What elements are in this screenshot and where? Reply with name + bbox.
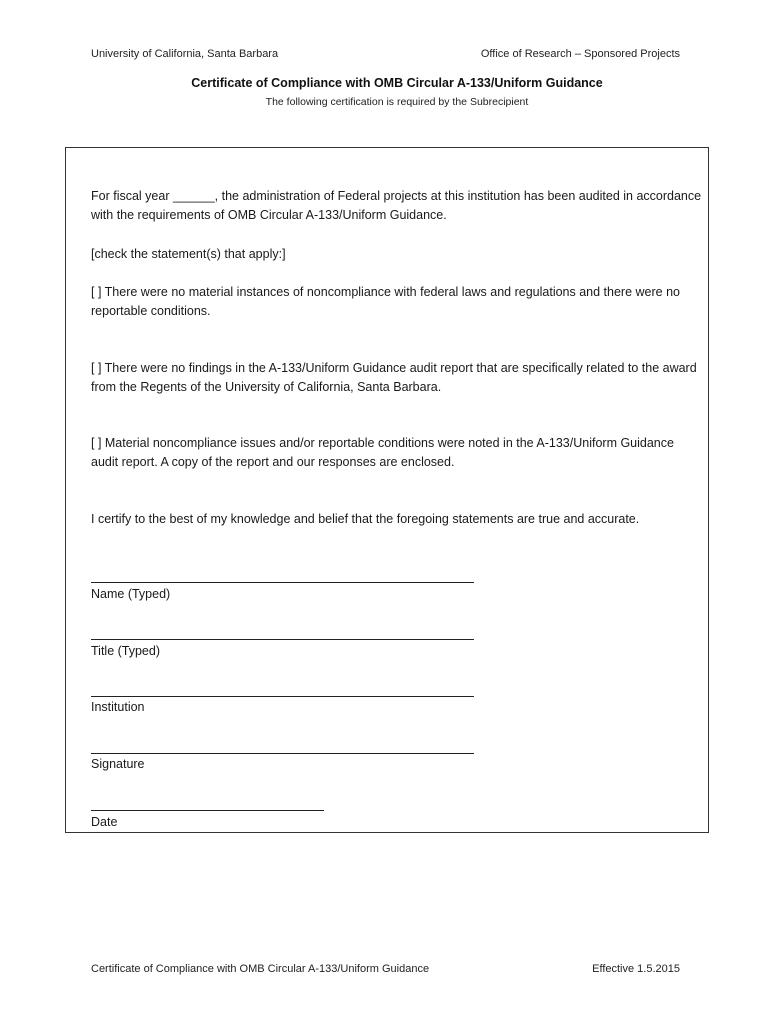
page-subtitle: The following certification is required by the Subrecipient [265,96,529,108]
title-label: Title (Typed) [91,644,161,658]
certification-box [65,147,709,833]
signature-label: Signature [91,757,145,771]
page-title: Certificate of Compliance with OMB Circular A-133/Uniform Guidance [191,76,603,90]
certify-paragraph: I certify to the best of my knowledge and belief that the foregoing statements are true and accurate. [91,512,640,526]
option-no-findings[interactable]: [ ] There were no findings in the A-133/Uniform Guidance audit report that are specifically related to the award from the Regents of the University of California, Santa Barbara. [91,361,697,394]
footer-effective-date: Effective 1.5.2015 [592,963,680,975]
option-noncompliance-noted[interactable]: [ ] Material noncompliance issues and/or reportable conditions were noted in the A-133/Uniform Guidance audit report. A copy of the report and our responses are enclosed. [91,436,674,469]
header-institution: University of California, Santa Barbara [91,48,279,60]
date-label: Date [91,815,118,829]
option-no-noncompliance[interactable]: [ ] There were no material instances of noncompliance with federal laws and regulations and there were no reportable conditions. [91,285,680,318]
signature-line[interactable] [91,753,474,754]
name-label: Name (Typed) [91,587,171,601]
header-office: Office of Research – Sponsored Projects [480,48,680,60]
institution-label: Institution [91,700,145,714]
intro-paragraph: For fiscal year ______, the administration of Federal projects at this institution has been audited in accordance with the requirements of OMB Circular A-133/Uniform Guidance. [91,189,702,222]
instruction-text: [check the statement(s) that apply:] [91,247,286,261]
name-line[interactable] [91,582,474,583]
date-line[interactable] [91,810,324,811]
title-line[interactable] [91,639,474,640]
institution-line[interactable] [91,696,474,697]
footer-title: Certificate of Compliance with OMB Circular A-133/Uniform Guidance [91,963,430,975]
